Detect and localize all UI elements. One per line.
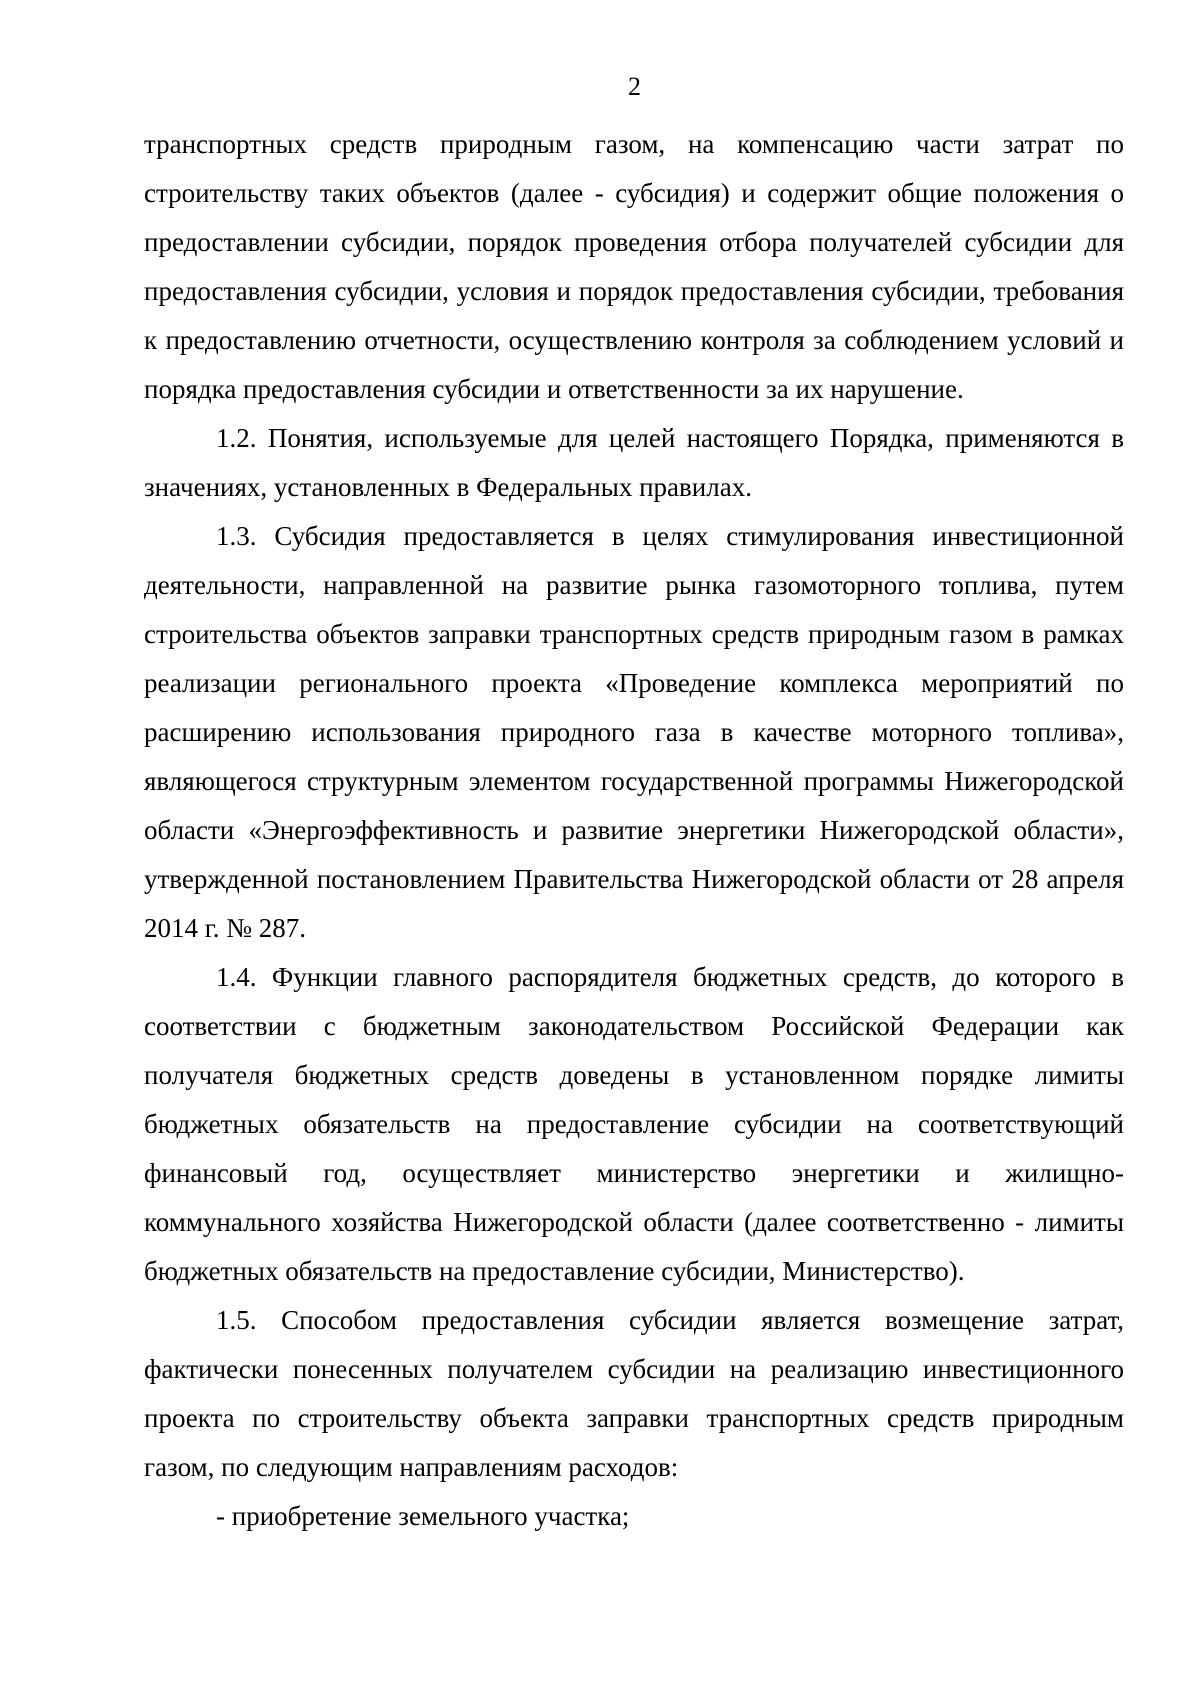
paragraph-clause-1-5: 1.5. Способом предоставления субсидии является возмещение затрат, фактически понесенных получателем субсидии на реализацию инвестиционного проекта по строительству объекта заправки транспортных средств природным газом, по следующим направлениям расходов:	[144, 1305, 1124, 1482]
paragraph-intro-continuation: транспортных средств природным газом, на компенсацию части затрат по строительству таких объектов (далее - субсидия) и содержит общие положения о предоставлении субсидии, порядок проведения отбора получателей субсидии для предоставления субсидии, условия и порядок предоставления субсидии, требования к предоставлению отчетности, осуществлению контроля за соблюдением условий и порядка предоставления субсидии и ответственности за их нарушение.	[144, 129, 1124, 404]
list-item-land-purchase: - приобретение земельного участка;	[216, 1501, 630, 1531]
paragraph-clause-1-4: 1.4. Функции главного распорядителя бюджетных средств, до которого в соответствии с бюджетным законодательством Российской Федерации как получателя бюджетных средств доведены в установленном порядке лимиты бюджетных обязательств на предоставление субсидии на соответствующий финансовый год, осуществляет министерство энергетики и жилищно-коммунального хозяйства Нижегородской области (далее соответственно - лимиты бюджетных обязательств на предоставление субсидии, Министерство).	[144, 962, 1124, 1286]
document-body	[144, 120, 1124, 1541]
page-number: 2	[628, 72, 641, 101]
paragraph-clause-1-3: 1.3. Субсидия предоставляется в целях стимулирования инвестиционной деятельности, направленной на развитие рынка газомоторного топлива, путем строительства объектов заправки транспортных средств природным газом в рамках реализации регионального проекта «Проведение комплекса мероприятий по расширению использования природного газа в качестве моторного топлива», являющегося структурным элементом государственной программы Нижегородской области «Энергоэффективность и развитие энергетики Нижегородской области», утвержденной постановлением Правительства Нижегородской области от 28 апреля 2014 г. № 287.	[144, 521, 1124, 943]
paragraph-clause-1-2: 1.2. Понятия, используемые для целей настоящего Порядка, применяются в значениях, установленных в Федеральных правилах.	[144, 423, 1124, 502]
